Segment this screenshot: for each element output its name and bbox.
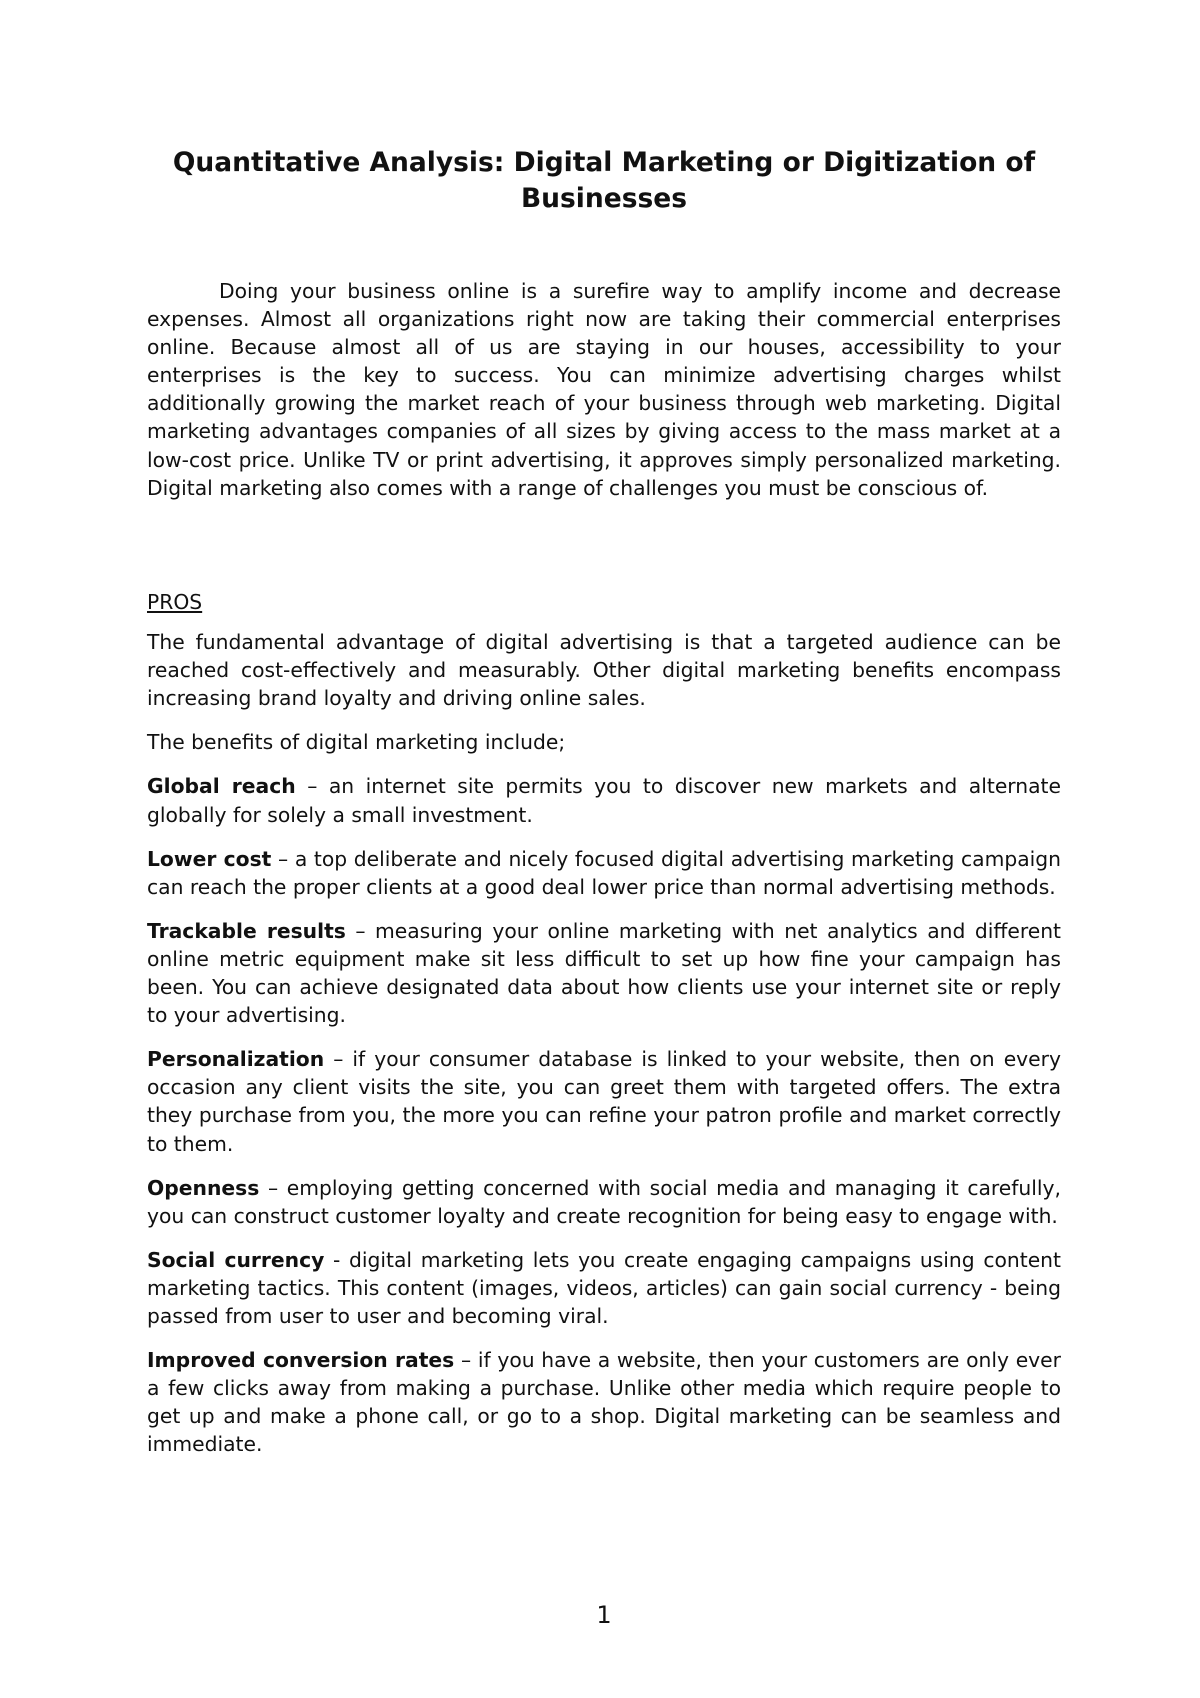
- benefit-text: – a top deliberate and nicely focused digital advertising marketing campaign can reach the proper clients at a good deal lower price than normal advertising methods.: [147, 846, 1061, 899]
- benefit-personalization: [147, 1045, 1061, 1157]
- benefit-text: – if you have a website, then your customers are only ever a few clicks away from making a purchase. Unlike other media which require people to get up and make a phone call, or go to a shop. Digital marketing can be seamless and immediate.: [147, 1348, 1061, 1457]
- benefit-text: – employing getting concerned with social media and managing it carefully, you can construct customer loyalty and create recognition for being easy to engage with.: [147, 1175, 1061, 1228]
- benefit-term: Lower cost: [147, 846, 272, 871]
- benefit-trackable-results: [147, 917, 1061, 1029]
- benefit-text: – an internet site permits you to discover new markets and alternate globally for solely a small investment.: [147, 774, 1061, 827]
- benefit-term: Global reach: [147, 774, 296, 799]
- benefit-text: – measuring your online marketing with net analytics and different online metric equipment make sit less difficult to set up how fine your campaign has been. You can achieve designated data about how clients use your internet site or reply to your advertising.: [147, 918, 1062, 1028]
- page-number: 1: [596, 1601, 612, 1629]
- benefit-text: – if your consumer database is linked to your website, then on every occasion any client visits the site, you can greet them with targeted offers. The extra they purchase from you, the more you can refine your patron profile and market correctly to them.: [147, 1047, 1061, 1156]
- benefit-term: Social currency: [147, 1247, 325, 1272]
- benefit-term: Personalization: [147, 1047, 325, 1072]
- benefit-term: Improved conversion rates: [147, 1348, 455, 1373]
- benefit-text: - digital marketing lets you create engaging campaigns using content marketing tactics. This content (images, videos, articles) can gain social currency - being passed from user to user and becoming viral.: [147, 1247, 1061, 1328]
- benefits-intro: The benefits of digital marketing include;: [147, 730, 566, 755]
- benefit-lower-cost: [147, 845, 1061, 901]
- document-page: [147, 0, 1061, 1698]
- document-title: Quantitative Analysis: Digital Marketing or Digitization of Businesses: [172, 147, 1036, 214]
- benefit-global-reach: [147, 772, 1061, 828]
- pros-paragraph: The fundamental advantage of digital advertising is that a targeted audience can be reached cost-effectively and measurably. Other digital marketing benefits encompass increasing brand loyalty and driving online sales.: [147, 630, 1061, 711]
- benefit-term: Openness: [147, 1175, 260, 1200]
- pros-heading: PROS: [147, 590, 203, 614]
- benefit-openness: [147, 1174, 1061, 1230]
- document-body: [147, 588, 1061, 1474]
- benefit-social-currency: [147, 1246, 1061, 1330]
- benefit-term: Trackable results: [147, 918, 346, 943]
- intro-paragraph: Doing your business online is a surefire way to amplify income and decrease expenses. Almost all organizations right now are taking their commercial enterprises online. Because almost all of us are staying in our houses, accessibility to your enterprises is the key to success. You can minimize advertising charges whilst additionally growing the market reach of your business through web marketing. Digital marketing advantages companies of all sizes by giving access to the mass market at a low-cost price. Unlike TV or print advertising, it approves simply personalized marketing. Digital marketing also comes with a range of challenges you must be conscious of.: [147, 279, 1061, 500]
- benefit-improved-conversion-rates: [147, 1346, 1061, 1458]
